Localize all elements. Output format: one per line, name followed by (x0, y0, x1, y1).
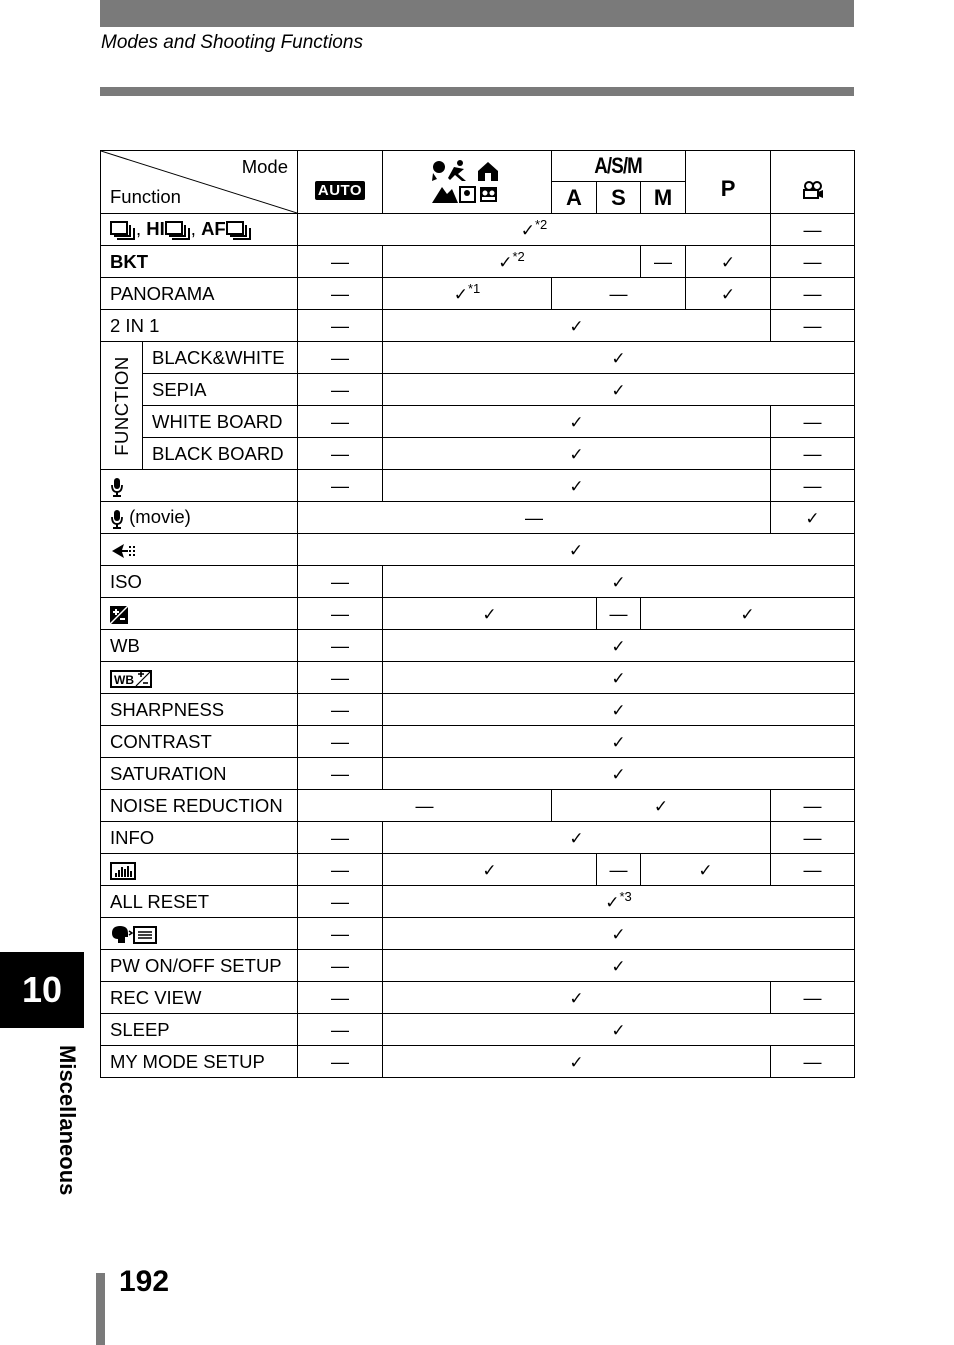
cell-check: ✓ (383, 822, 771, 854)
cell-dash: — (298, 1014, 383, 1046)
row-label: BKT (101, 246, 298, 278)
cell-check: ✓ (383, 342, 855, 374)
table-row (101, 598, 855, 630)
auto-mode-icon: AUTO (315, 181, 365, 200)
row-label: MY MODE SETUP (101, 1046, 298, 1078)
table-row (101, 534, 855, 566)
cell-check: ✓ (552, 790, 771, 822)
col-a-header: A (552, 182, 597, 214)
table-row (101, 470, 855, 502)
row-label: NOISE REDUCTION (101, 790, 298, 822)
col-m-header: M (641, 182, 686, 214)
row-label: INFO (101, 822, 298, 854)
cell-check: ✓ (298, 534, 855, 566)
row-label: ISO (101, 566, 298, 598)
row-label-sequential: , HI , AF (101, 214, 298, 246)
row-label: PANORAMA (101, 278, 298, 310)
cell-dash: — (771, 246, 855, 278)
cell-check: ✓ (383, 438, 771, 470)
cell-check: ✓ (383, 630, 855, 662)
cell-check: ✓ (771, 502, 855, 534)
row-label-flash (101, 534, 298, 566)
cell-dash: — (552, 278, 686, 310)
row-label-language (101, 918, 298, 950)
table-row (101, 342, 855, 374)
row-label: REC VIEW (101, 982, 298, 1014)
histogram-icon (110, 862, 136, 880)
microphone-icon (110, 477, 124, 497)
cell-check: ✓$^{*1}$ (383, 278, 552, 310)
cell-dash: — (298, 822, 383, 854)
header-rule (100, 87, 854, 96)
hi-label: HI (146, 218, 165, 240)
table-row (101, 982, 855, 1014)
cell-dash: — (771, 406, 855, 438)
exposure-compensation-icon (110, 606, 128, 624)
row-label: SHARPNESS (101, 694, 298, 726)
table-row (101, 726, 855, 758)
table-row (101, 278, 855, 310)
cell-check: ✓ (383, 662, 855, 694)
cell-dash: — (298, 438, 383, 470)
cell-dash: — (597, 598, 641, 630)
wb-compensation-icon (110, 670, 152, 688)
microphone-icon (110, 509, 124, 529)
modes-functions-table (100, 150, 855, 1078)
row-label: PW ON/OFF SETUP (101, 950, 298, 982)
table-row (101, 214, 855, 246)
cell-check: ✓ (383, 982, 771, 1014)
col-s-header: S (597, 182, 641, 214)
row-label: SLEEP (101, 1014, 298, 1046)
cell-dash: — (771, 982, 855, 1014)
cell-check: ✓ (383, 598, 597, 630)
row-label: BLACK&WHITE (143, 342, 298, 374)
cell-dash: — (298, 470, 383, 502)
cell-dash: — (298, 982, 383, 1014)
cell-check: ✓$^{*2}$ (383, 246, 641, 278)
cell-dash: — (298, 566, 383, 598)
cell-dash: — (298, 694, 383, 726)
cell-check: ✓ (383, 406, 771, 438)
cell-dash: — (298, 758, 383, 790)
row-label: SATURATION (101, 758, 298, 790)
cell-dash: — (771, 790, 855, 822)
cell-dash: — (771, 278, 855, 310)
table-row (101, 854, 855, 886)
cell-dash: — (298, 1046, 383, 1078)
table-row (101, 246, 855, 278)
af-label: AF (201, 218, 226, 240)
col-auto-header (298, 151, 383, 214)
cell-dash: — (771, 854, 855, 886)
cell-dash: — (298, 726, 383, 758)
function-group-label: FUNCTION (110, 355, 132, 456)
cell-check: ✓ (383, 950, 855, 982)
page-number: 192 (119, 1265, 170, 1298)
cell-check: ✓ (383, 918, 855, 950)
cell-dash: — (298, 342, 383, 374)
cell-dash: — (771, 470, 855, 502)
cell-check: ✓ (383, 758, 855, 790)
hi-sequential-icon (165, 221, 191, 241)
cell-dash: — (298, 374, 383, 406)
table-row (101, 310, 855, 342)
row-label: BLACK BOARD (143, 438, 298, 470)
table-row (101, 662, 855, 694)
row-label-audio (101, 470, 298, 502)
cell-check: ✓ (641, 854, 771, 886)
cell-check: ✓ (383, 854, 597, 886)
row-label: SEPIA (143, 374, 298, 406)
col-movie-header (771, 151, 855, 214)
cell-dash: — (298, 630, 383, 662)
col-asm-header: A/S/M (552, 151, 686, 182)
table-row (101, 758, 855, 790)
cell-check: ✓ (686, 246, 771, 278)
page-number-bar (96, 1273, 105, 1345)
corner-mode-label: Mode (241, 156, 288, 177)
cell-check: ✓ (686, 278, 771, 310)
row-label-histogram (101, 854, 298, 886)
table-row (101, 886, 855, 918)
table-row (101, 502, 855, 534)
table-row (101, 822, 855, 854)
cell-dash: — (771, 438, 855, 470)
row-label: WHITE BOARD (143, 406, 298, 438)
language-icon (110, 925, 158, 945)
table-row (101, 790, 855, 822)
cell-check: ✓ (641, 598, 855, 630)
mode-function-corner (101, 151, 298, 214)
col-p-header: P (686, 151, 771, 214)
flash-exposure-icon (110, 542, 138, 560)
cell-check: ✓ (383, 1046, 771, 1078)
sequential-shooting-icon (110, 221, 136, 241)
row-label: 2 IN 1 (101, 310, 298, 342)
cell-dash: — (298, 950, 383, 982)
cell-dash: — (771, 214, 855, 246)
cell-dash: — (597, 854, 641, 886)
table-row (101, 630, 855, 662)
function-group-cell (101, 342, 143, 470)
table-row (101, 1014, 855, 1046)
svg-text:WB: WB (114, 672, 134, 687)
corner-function-label: Function (110, 186, 181, 207)
cell-dash: — (641, 246, 686, 278)
cell-check: ✓$^{*3}$ (383, 886, 855, 918)
row-label: WB (101, 630, 298, 662)
col-scene-header (383, 151, 552, 214)
table-row (101, 374, 855, 406)
table-row (101, 438, 855, 470)
scene-modes-icon (430, 159, 504, 205)
cell-dash: — (771, 310, 855, 342)
row-label-wb-comp (101, 662, 298, 694)
cell-dash: — (298, 886, 383, 918)
cell-dash: — (298, 854, 383, 886)
cell-dash: — (298, 598, 383, 630)
table-header-row (101, 151, 855, 182)
cell-dash: — (298, 278, 383, 310)
table-row (101, 406, 855, 438)
row-label: ALL RESET (101, 886, 298, 918)
table-row (101, 566, 855, 598)
table-row (101, 918, 855, 950)
cell-check: ✓ (383, 694, 855, 726)
table-row (101, 950, 855, 982)
cell-dash: — (298, 406, 383, 438)
cell-dash: — (298, 310, 383, 342)
cell-dash: — (298, 918, 383, 950)
cell-check: ✓$^{*2}$ (298, 214, 771, 246)
row-label-audio-movie: (movie) (101, 502, 298, 534)
cell-dash: — (298, 662, 383, 694)
cell-check: ✓ (383, 310, 771, 342)
section-title: Modes and Shooting Functions (101, 32, 363, 53)
movie-mode-icon (802, 181, 824, 199)
chapter-title: Miscellaneous (55, 1045, 80, 1196)
row-label-exposure (101, 598, 298, 630)
top-bar (100, 0, 854, 27)
cell-dash: — (298, 502, 771, 534)
cell-check: ✓ (383, 566, 855, 598)
cell-check: ✓ (383, 1014, 855, 1046)
cell-dash: — (771, 1046, 855, 1078)
cell-dash: — (298, 790, 552, 822)
cell-check: ✓ (383, 470, 771, 502)
cell-check: ✓ (383, 374, 855, 406)
chapter-tab: 10 (0, 952, 84, 1028)
table-row (101, 1046, 855, 1078)
cell-dash: — (771, 822, 855, 854)
cell-check: ✓ (383, 726, 855, 758)
af-sequential-icon (226, 221, 252, 241)
row-label: CONTRAST (101, 726, 298, 758)
cell-dash: — (298, 246, 383, 278)
table-row (101, 694, 855, 726)
